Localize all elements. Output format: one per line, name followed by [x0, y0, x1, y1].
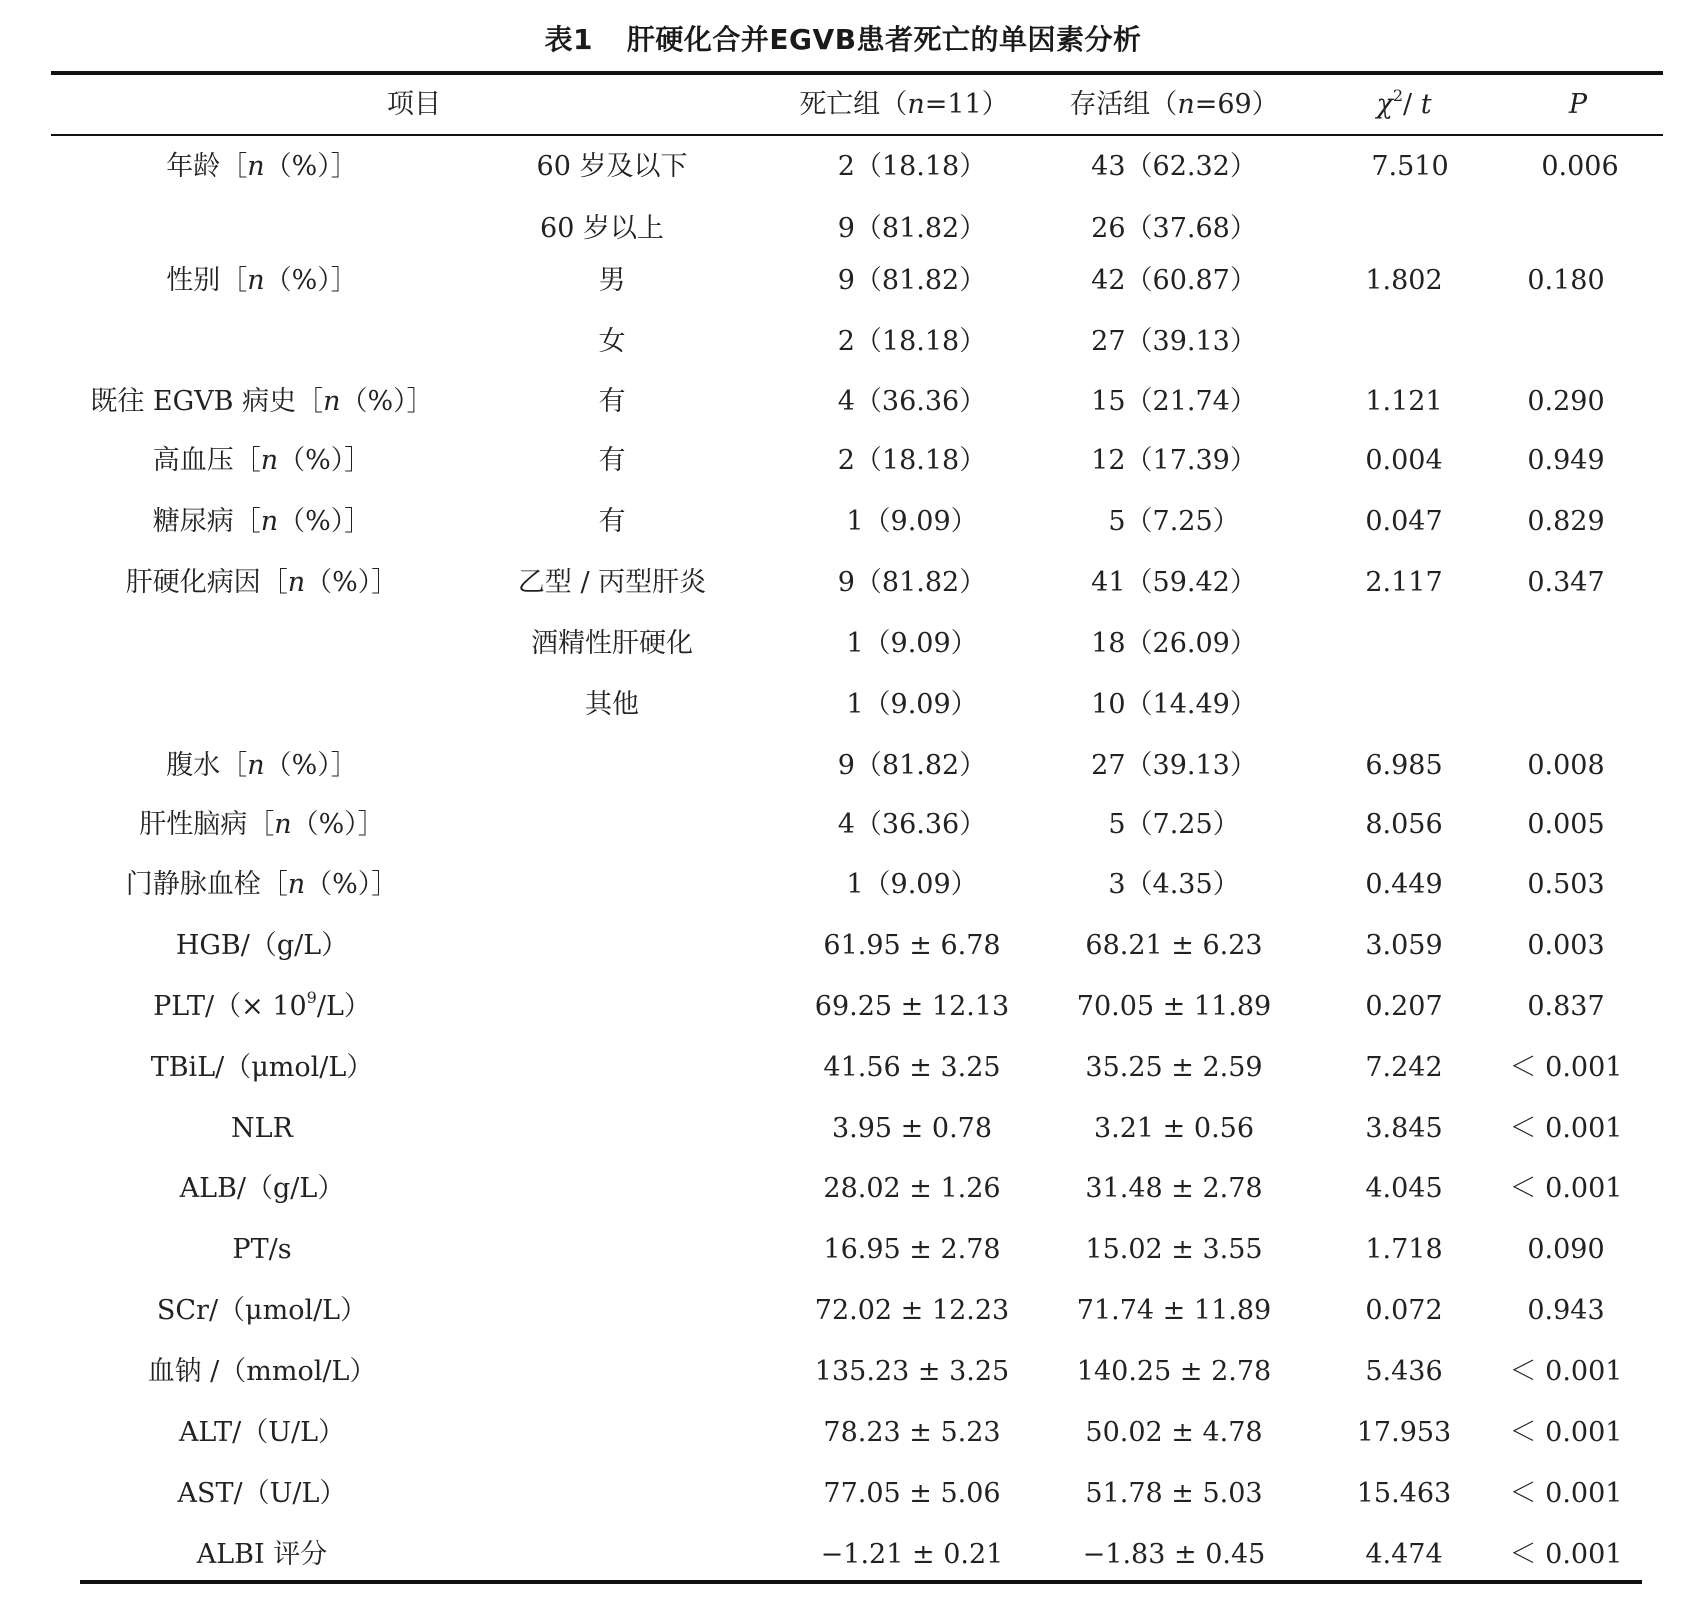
table-cell-stat: 1.121 — [1365, 386, 1443, 417]
table-cell-p: 0.503 — [1527, 869, 1605, 900]
table-cell-item: 门静脉血栓［n（%）］ — [125, 869, 399, 900]
table-cell-item: HGB/（g/L） — [175, 930, 349, 961]
table-cell-death: 1（9.09） — [846, 628, 978, 659]
table-cell-item: $PLT/(\times 10^9/L)$ — [153, 988, 371, 1022]
table-cell-death: −1.21 ± 0.21 — [820, 1539, 1004, 1570]
bottom-rule — [80, 1580, 1642, 1584]
table-cell-survival: 12（17.39） — [1091, 445, 1257, 476]
table-cell-survival: 50.02 ± 4.78 — [1085, 1417, 1263, 1448]
table-cell-stat: 4.474 — [1365, 1539, 1443, 1570]
table-cell-sub: 女 — [598, 326, 626, 357]
header-p-value: P — [1568, 89, 1588, 120]
table-cell-sub: 60 岁以上 — [540, 213, 664, 244]
header-item: 项目 — [387, 89, 441, 120]
table-cell-death: 3.95 ± 0.78 — [831, 1113, 993, 1144]
table-cell-death: 77.05 ± 5.06 — [823, 1478, 1001, 1509]
table-cell-death: 69.25 ± 12.13 — [814, 991, 1010, 1022]
table-cell-death: 9（81.82） — [837, 567, 987, 598]
table-cell-p: 0.290 — [1527, 386, 1605, 417]
table-cell-p: 0.837 — [1527, 991, 1605, 1022]
table-cell-stat: 6.985 — [1365, 750, 1443, 781]
table-cell-stat: 0.449 — [1365, 869, 1443, 900]
table-cell-p: ＜ 0.001 — [1509, 1417, 1623, 1448]
table-cell-survival: 5（7.25） — [1108, 506, 1240, 537]
table-cell-stat: 4.045 — [1365, 1173, 1443, 1204]
table-cell-item: 血钠 /（mmol/L） — [147, 1356, 377, 1387]
table-cell-item: 高血压［n（%）］ — [152, 445, 372, 476]
table-cell-sub: 乙型 / 丙型肝炎 — [517, 567, 707, 598]
table-cell-survival: 42（60.87） — [1091, 265, 1257, 296]
table-cell-death: 61.95 ± 6.78 — [823, 930, 1001, 961]
table-cell-p: 0.949 — [1527, 445, 1605, 476]
table-cell-sub: 男 — [598, 265, 626, 296]
table-cell-stat: 7.510 — [1371, 151, 1449, 182]
table-cell-stat: 8.056 — [1365, 809, 1443, 840]
table-cell-p: ＜ 0.001 — [1509, 1539, 1623, 1570]
table-cell-item: 性别［n（%）］ — [166, 265, 358, 296]
table-cell-p: 0.943 — [1527, 1295, 1605, 1326]
table-cell-p: ＜ 0.001 — [1509, 1173, 1623, 1204]
table-cell-death: 1（9.09） — [846, 506, 978, 537]
table-cell-death: 1（9.09） — [846, 689, 978, 720]
table-cell-survival: 27（39.13） — [1091, 326, 1257, 357]
header-death-group: 死亡组（n=11） — [799, 89, 1009, 120]
table-cell-p: 0.003 — [1527, 930, 1605, 961]
table-cell-survival: 27（39.13） — [1091, 750, 1257, 781]
table-cell-item: ALBI 评分 — [196, 1539, 328, 1570]
header-survival-group: 存活组（n=69） — [1069, 89, 1279, 120]
table-cell-death: 16.95 ± 2.78 — [823, 1234, 1001, 1265]
table-cell-stat: 17.953 — [1356, 1417, 1452, 1448]
table-title: 肝硬化合并EGVB患者死亡的单因素分析 — [626, 23, 1142, 56]
table-cell-death: 72.02 ± 12.23 — [814, 1295, 1010, 1326]
table-cell-death: 2（18.18） — [837, 326, 987, 357]
table-cell-stat: 7.242 — [1365, 1052, 1443, 1083]
table-cell-sub: 有 — [598, 386, 626, 417]
header-rule — [51, 134, 1663, 136]
table-cell-stat: 0.072 — [1365, 1295, 1443, 1326]
table-cell-survival: 3.21 ± 0.56 — [1093, 1113, 1255, 1144]
table-cell-p: ＜ 0.001 — [1509, 1052, 1623, 1083]
table-cell-death: 135.23 ± 3.25 — [814, 1356, 1010, 1387]
table-cell-item: 糖尿病［n（%）］ — [152, 506, 372, 537]
top-rule — [51, 71, 1663, 75]
table-cell-item: 既往 EGVB 病史［n（%）］ — [90, 386, 434, 417]
table-cell-survival: 51.78 ± 5.03 — [1085, 1478, 1263, 1509]
table-cell-p: 0.006 — [1541, 151, 1619, 182]
table-cell-sub: 有 — [598, 506, 626, 537]
table-cell-survival: 15.02 ± 3.55 — [1085, 1234, 1263, 1265]
table-cell-sub: 60 岁及以下 — [536, 151, 688, 182]
table-cell-stat: 0.047 — [1365, 506, 1443, 537]
table-cell-stat: 3.845 — [1365, 1113, 1443, 1144]
table-cell-death: 1（9.09） — [846, 869, 978, 900]
table-cell-survival: 140.25 ± 2.78 — [1076, 1356, 1272, 1387]
table-cell-p: 0.008 — [1527, 750, 1605, 781]
table-cell-item: ALB/（g/L） — [179, 1173, 345, 1204]
table-cell-death: 2（18.18） — [837, 445, 987, 476]
table-cell-p: 0.090 — [1527, 1234, 1605, 1265]
table-cell-p: ＜ 0.001 — [1509, 1478, 1623, 1509]
table-cell-p: 0.005 — [1527, 809, 1605, 840]
table-cell-item: ALT/（U/L） — [178, 1417, 346, 1448]
table-cell-death: 4（36.36） — [837, 809, 987, 840]
table-cell-survival: 70.05 ± 11.89 — [1076, 991, 1272, 1022]
table-cell-survival: 3（4.35） — [1108, 869, 1240, 900]
table-cell-stat: 2.117 — [1365, 567, 1443, 598]
table-cell-stat: 1.802 — [1365, 265, 1443, 296]
table-cell-death: 9（81.82） — [837, 265, 987, 296]
table-cell-survival: 43（62.32） — [1091, 151, 1257, 182]
table-cell-survival: 31.48 ± 2.78 — [1085, 1173, 1263, 1204]
table-cell-survival: 10（14.49） — [1091, 689, 1257, 720]
table-cell-death: 4（36.36） — [837, 386, 987, 417]
table-cell-stat: 0.004 — [1365, 445, 1443, 476]
table-caption — [0, 18, 1686, 58]
table-cell-death: 28.02 ± 1.26 — [823, 1173, 1001, 1204]
table-cell-survival: −1.83 ± 0.45 — [1082, 1539, 1266, 1570]
table-cell-survival: 41（59.42） — [1091, 567, 1257, 598]
table-cell-item: TBiL/（μmol/L） — [150, 1052, 374, 1083]
table-cell-death: 9（81.82） — [837, 213, 987, 244]
table-cell-item: AST/（U/L） — [177, 1478, 347, 1509]
table-cell-sub: 酒精性肝硬化 — [531, 628, 693, 659]
table-cell-item: 腹水［n（%）］ — [166, 750, 358, 781]
table-cell-item: 肝性脑病［n（%）］ — [139, 809, 385, 840]
table-cell-survival: 35.25 ± 2.59 — [1085, 1052, 1263, 1083]
table-cell-item: SCr/（μmol/L） — [156, 1295, 368, 1326]
table-cell-survival: 15（21.74） — [1091, 386, 1257, 417]
table-cell-sub: 有 — [598, 445, 626, 476]
table-cell-death: 9（81.82） — [837, 750, 987, 781]
table-cell-sub: 其他 — [585, 689, 639, 720]
table-cell-p: ＜ 0.001 — [1509, 1113, 1623, 1144]
table-cell-survival: 26（37.68） — [1091, 213, 1257, 244]
table-cell-p: ＜ 0.001 — [1509, 1356, 1623, 1387]
table-cell-stat: 5.436 — [1365, 1356, 1443, 1387]
table-cell-survival: 5（7.25） — [1108, 809, 1240, 840]
table-cell-death: 2（18.18） — [837, 151, 987, 182]
table-number: 表1 — [544, 23, 593, 56]
table-cell-stat: 15.463 — [1356, 1478, 1452, 1509]
table-cell-stat: 3.059 — [1365, 930, 1443, 961]
table-cell-p: 0.347 — [1527, 567, 1605, 598]
table-cell-stat: 0.207 — [1365, 991, 1443, 1022]
table-cell-death: 41.56 ± 3.25 — [823, 1052, 1001, 1083]
table-cell-p: 0.829 — [1527, 506, 1605, 537]
table-cell-survival: 68.21 ± 6.23 — [1085, 930, 1263, 961]
table-cell-stat: 1.718 — [1365, 1234, 1443, 1265]
table-cell-item: 年龄［n（%）］ — [166, 151, 358, 182]
table-cell-survival: 18（26.09） — [1091, 628, 1257, 659]
table-cell-item: NLR — [231, 1113, 293, 1144]
table-cell-survival: 71.74 ± 11.89 — [1076, 1295, 1272, 1326]
table-cell-p: 0.180 — [1527, 265, 1605, 296]
table-cell-item: PT/s — [232, 1234, 292, 1265]
table-cell-death: 78.23 ± 5.23 — [823, 1417, 1001, 1448]
table-cell-item: 肝硬化病因［n（%）］ — [125, 567, 399, 598]
header-statistic: $\chi^2/$ t — [1376, 86, 1432, 120]
